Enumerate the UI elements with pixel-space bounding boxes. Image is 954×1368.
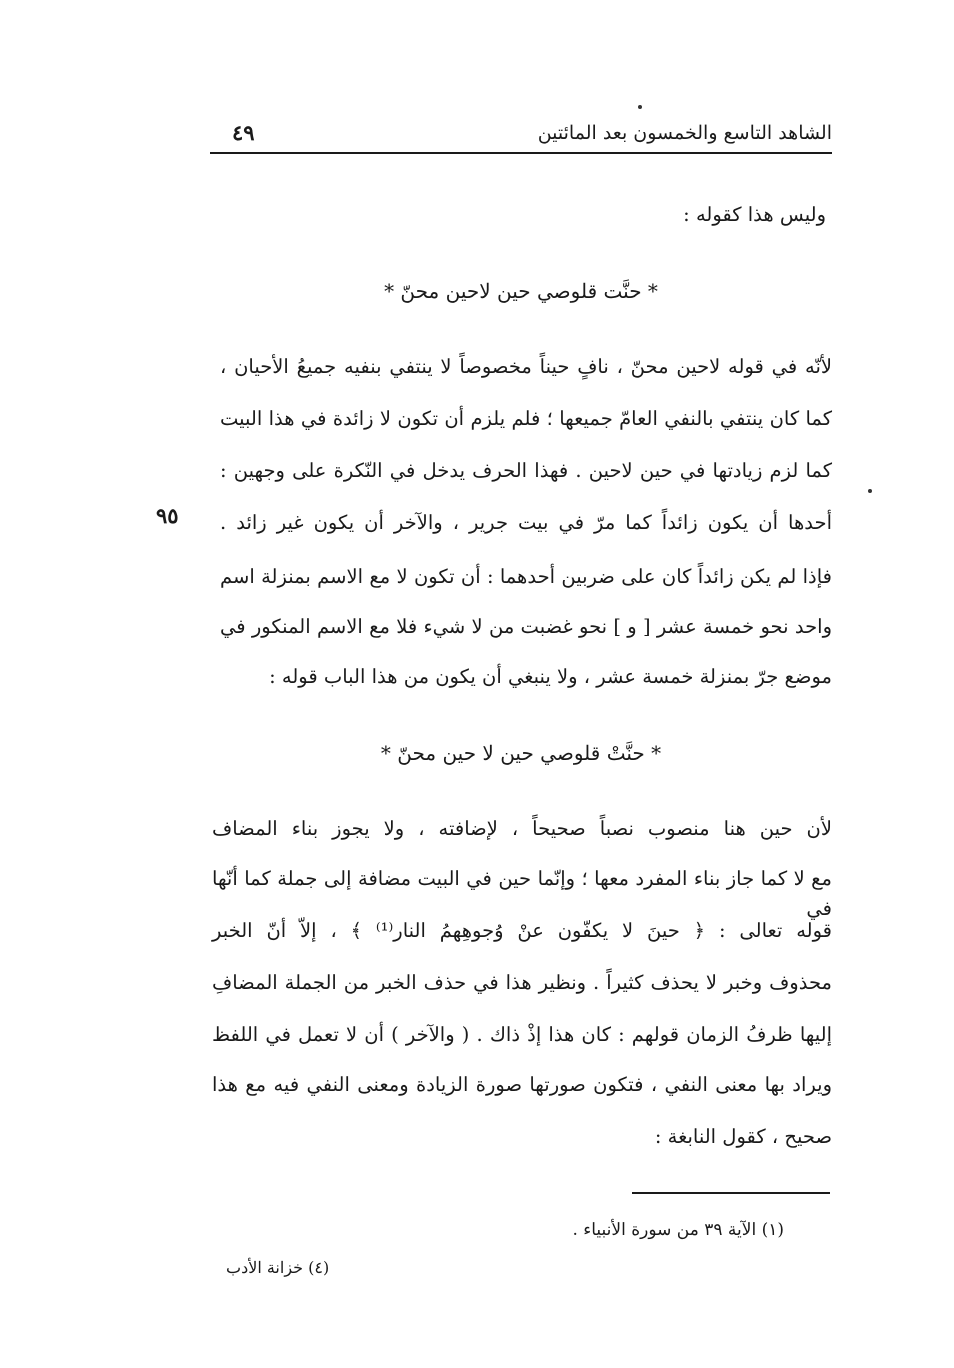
- scan-speck: [868, 489, 872, 493]
- paragraph-1-line-5: فإذا لم يكن زائداً كان على ضربين أحدهما : أن تكون لا مع الاسم بمنزلة اسم: [220, 565, 832, 588]
- page-number: ٤٩: [232, 120, 255, 145]
- header-title: الشاهد التاسع والخمسون بعد المائتين: [537, 122, 832, 144]
- margin-number: ٩٥: [156, 503, 179, 528]
- paragraph-2-line-4: محذوف وخبر لا يحذف كثيراً . ونظير هذا في حذف الخبر من الجملة المضافِ: [212, 971, 832, 994]
- paragraph-1-line-4: أحدها أن يكون زائداً كما مرّ في بيت جرير ، والآخر أن يكون غير زائد .: [220, 511, 832, 534]
- paragraph-2-line-6: ويراد بها معنى النفي ، فتكون صورتها صورة الزيادة ومعنى النفي فيه مع هذا: [212, 1073, 832, 1096]
- verse-2: * حنَّتْ قلوصي حين لا حين محنّ *: [380, 741, 662, 765]
- running-header: [210, 118, 832, 154]
- paragraph-1-line-7: موضع جرّ بمنزلة خمسة عشر ، ولا ينبغي أن يكون من هذا الباب قوله :: [269, 665, 832, 688]
- paragraph-2-line-7: صحيح ، كقول النابغة :: [654, 1125, 832, 1148]
- footnote: (١) الآية ٣٩ من سورة الأنبياء .: [572, 1220, 784, 1240]
- footnote-rule: [632, 1192, 830, 1194]
- paragraph-1-line-6: واحد نحو خمسة عشر [ و ] نحو غضبت من لا شيء فلا مع الاسم المنكور في: [220, 615, 832, 638]
- header-rule: [210, 152, 832, 154]
- paragraph-2-line-3: قوله تعالى : ﴿ حينَ لا يكفّون عنْ وُجوهِهمُ النار⁽¹⁾ ﴾ ، إلاّ أنّ الخبر: [212, 919, 832, 942]
- paragraph-1-line-1: لأنّه في قوله لاحين محنّ ، نافٍ حيناً مخصوصاً لا ينتفي بنفيه جميعُ الأحيان ،: [220, 355, 832, 378]
- paragraph-1-line-2: كما كان ينتفي بالنفي العامّ جميعها ؛ فلم يلزم أن تكون لا زائدة في هذا البيت: [220, 407, 832, 430]
- signature-mark: (٤) خزانة الأدب: [226, 1258, 330, 1277]
- verse-1: * حنَّت قلوصي حين لاحين محنّ *: [384, 279, 658, 303]
- scan-speck: [638, 105, 642, 109]
- intro-line: وليس هذا كقوله :: [683, 203, 826, 226]
- paragraph-2-line-5: إليها ظرفُ الزمان قولهم : كان هذا إذْ ذاك . ( والآخر ) أن لا تعمل في اللفظ: [212, 1023, 832, 1046]
- paragraph-2-line-1: لأن حين هنا منصوب نصباً صحيحاً ، لإضافته ، ولا يجوز بناء المضاف: [212, 817, 832, 840]
- paragraph-2-line-2: مع لا كما جاز بناء المفرد معها ؛ وإنّما حين في البيت مضافة إلى جملة كما أنّها في: [212, 867, 832, 920]
- paragraph-1-line-3: كما لزم زيادتها في حين لاحين . فهذا الحرف يدخل في النّكرة على وجهين :: [220, 459, 832, 482]
